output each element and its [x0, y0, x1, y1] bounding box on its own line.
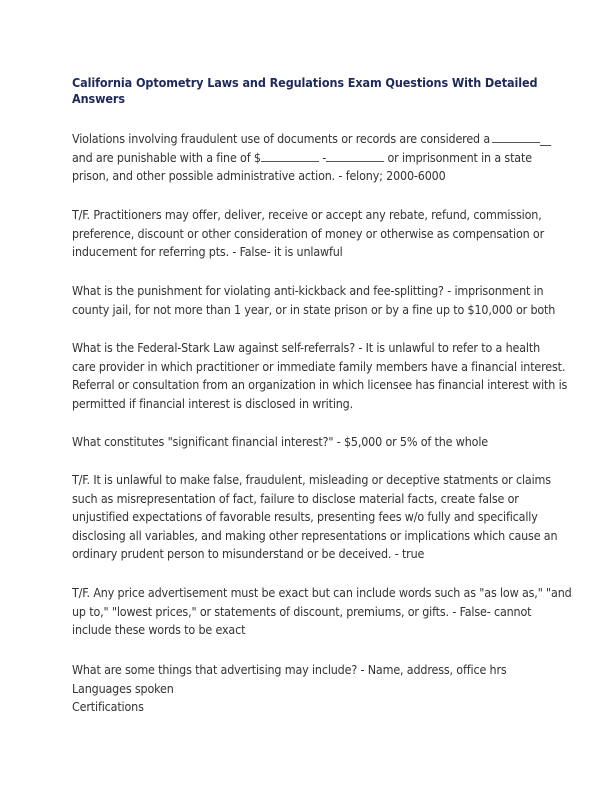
qa-line — [72, 130, 551, 149]
qa-line: ordinary prudent person to misunderstand or be deceived. - true — [72, 546, 425, 562]
document-title: California Optometry Laws and Regulations Exam Questions With Detailed Answers — [72, 75, 538, 106]
fill-in-blank — [326, 150, 384, 162]
qa-line: What constitutes "significant financial interest?" - $5,000 or 5% of the whole — [72, 434, 488, 449]
qa-item-advertising-content — [72, 661, 542, 717]
qa-line: prison, and other possible administrative action. - felony; 2000-6000 — [72, 168, 446, 184]
qa-line: preference, discount or other consideration of money or otherwise as compensation or — [72, 225, 545, 241]
qa-line: such as misrepresentation of fact, failure to disclose material facts, create false or — [72, 490, 519, 506]
fill-in-blank — [492, 131, 540, 143]
qa-line: disclosing all variables, and making other representations or implications which cause an — [72, 527, 558, 543]
qa-line: permitted if financial interest is disclosed in writing. — [72, 395, 353, 411]
qa-item-price-advertisement — [72, 584, 572, 640]
qa-item-financial-interest — [72, 433, 542, 452]
qa-line: unjustified expectations of favorable results, presenting fees w/o fully and specifically — [72, 509, 538, 525]
qa-line: T/F. Any price advertisement must be exact but can include words such as "as low as," "and — [72, 585, 572, 600]
qa-line: county jail, for not more than 1 year, or in state prison or by a fine up to $10,000 or both — [72, 301, 556, 317]
qa-item-deceptive-statements — [72, 471, 558, 564]
qa-line: What is the punishment for violating anti-kickback and fee-splitting? - imprisonment in — [72, 283, 544, 298]
qa-item-anti-kickback — [72, 282, 556, 319]
qa-line: What are some things that advertising may include? - Name, address, office hrs — [72, 662, 507, 677]
qa-line: T/F. Practitioners may offer, deliver, receive or accept any rebate, refund, commission, — [72, 207, 542, 222]
qa-text: __ — [540, 131, 551, 146]
qa-line: T/F. It is unlawful to make false, fraudulent, misleading or deceptive statments or claims — [72, 472, 551, 487]
fill-in-blank — [261, 150, 319, 162]
qa-line — [72, 149, 542, 168]
qa-line: What is the Federal-Stark Law against self-referrals? - It is unlawful to refer to a health — [72, 340, 540, 355]
qa-line: Referral or consultation from an organization in which licensee has financial interest with is — [72, 377, 568, 393]
qa-item-fraudulent-documents — [72, 130, 551, 186]
qa-line: include these words to be exact — [72, 622, 246, 638]
qa-line: Certifications — [72, 699, 144, 715]
qa-text: and are punishable with a fine of $ — [72, 149, 261, 165]
qa-item-rebates — [72, 206, 545, 262]
qa-line: inducement for referring pts. - False- it is unlawful — [72, 244, 343, 260]
qa-line: up to," "lowest prices," or statements of discount, premiums, or gifts. - False- cannot — [72, 603, 532, 619]
qa-text: Violations involving fraudulent use of documents or records are considered a — [72, 131, 491, 146]
qa-line: care provider in which practitioner or immediate family members have a financial interest. — [72, 358, 566, 374]
qa-text: - — [322, 149, 327, 165]
qa-line: Languages spoken — [72, 680, 174, 696]
qa-item-stark-law — [72, 339, 568, 413]
qa-text: or imprisonment in a state — [387, 149, 532, 165]
